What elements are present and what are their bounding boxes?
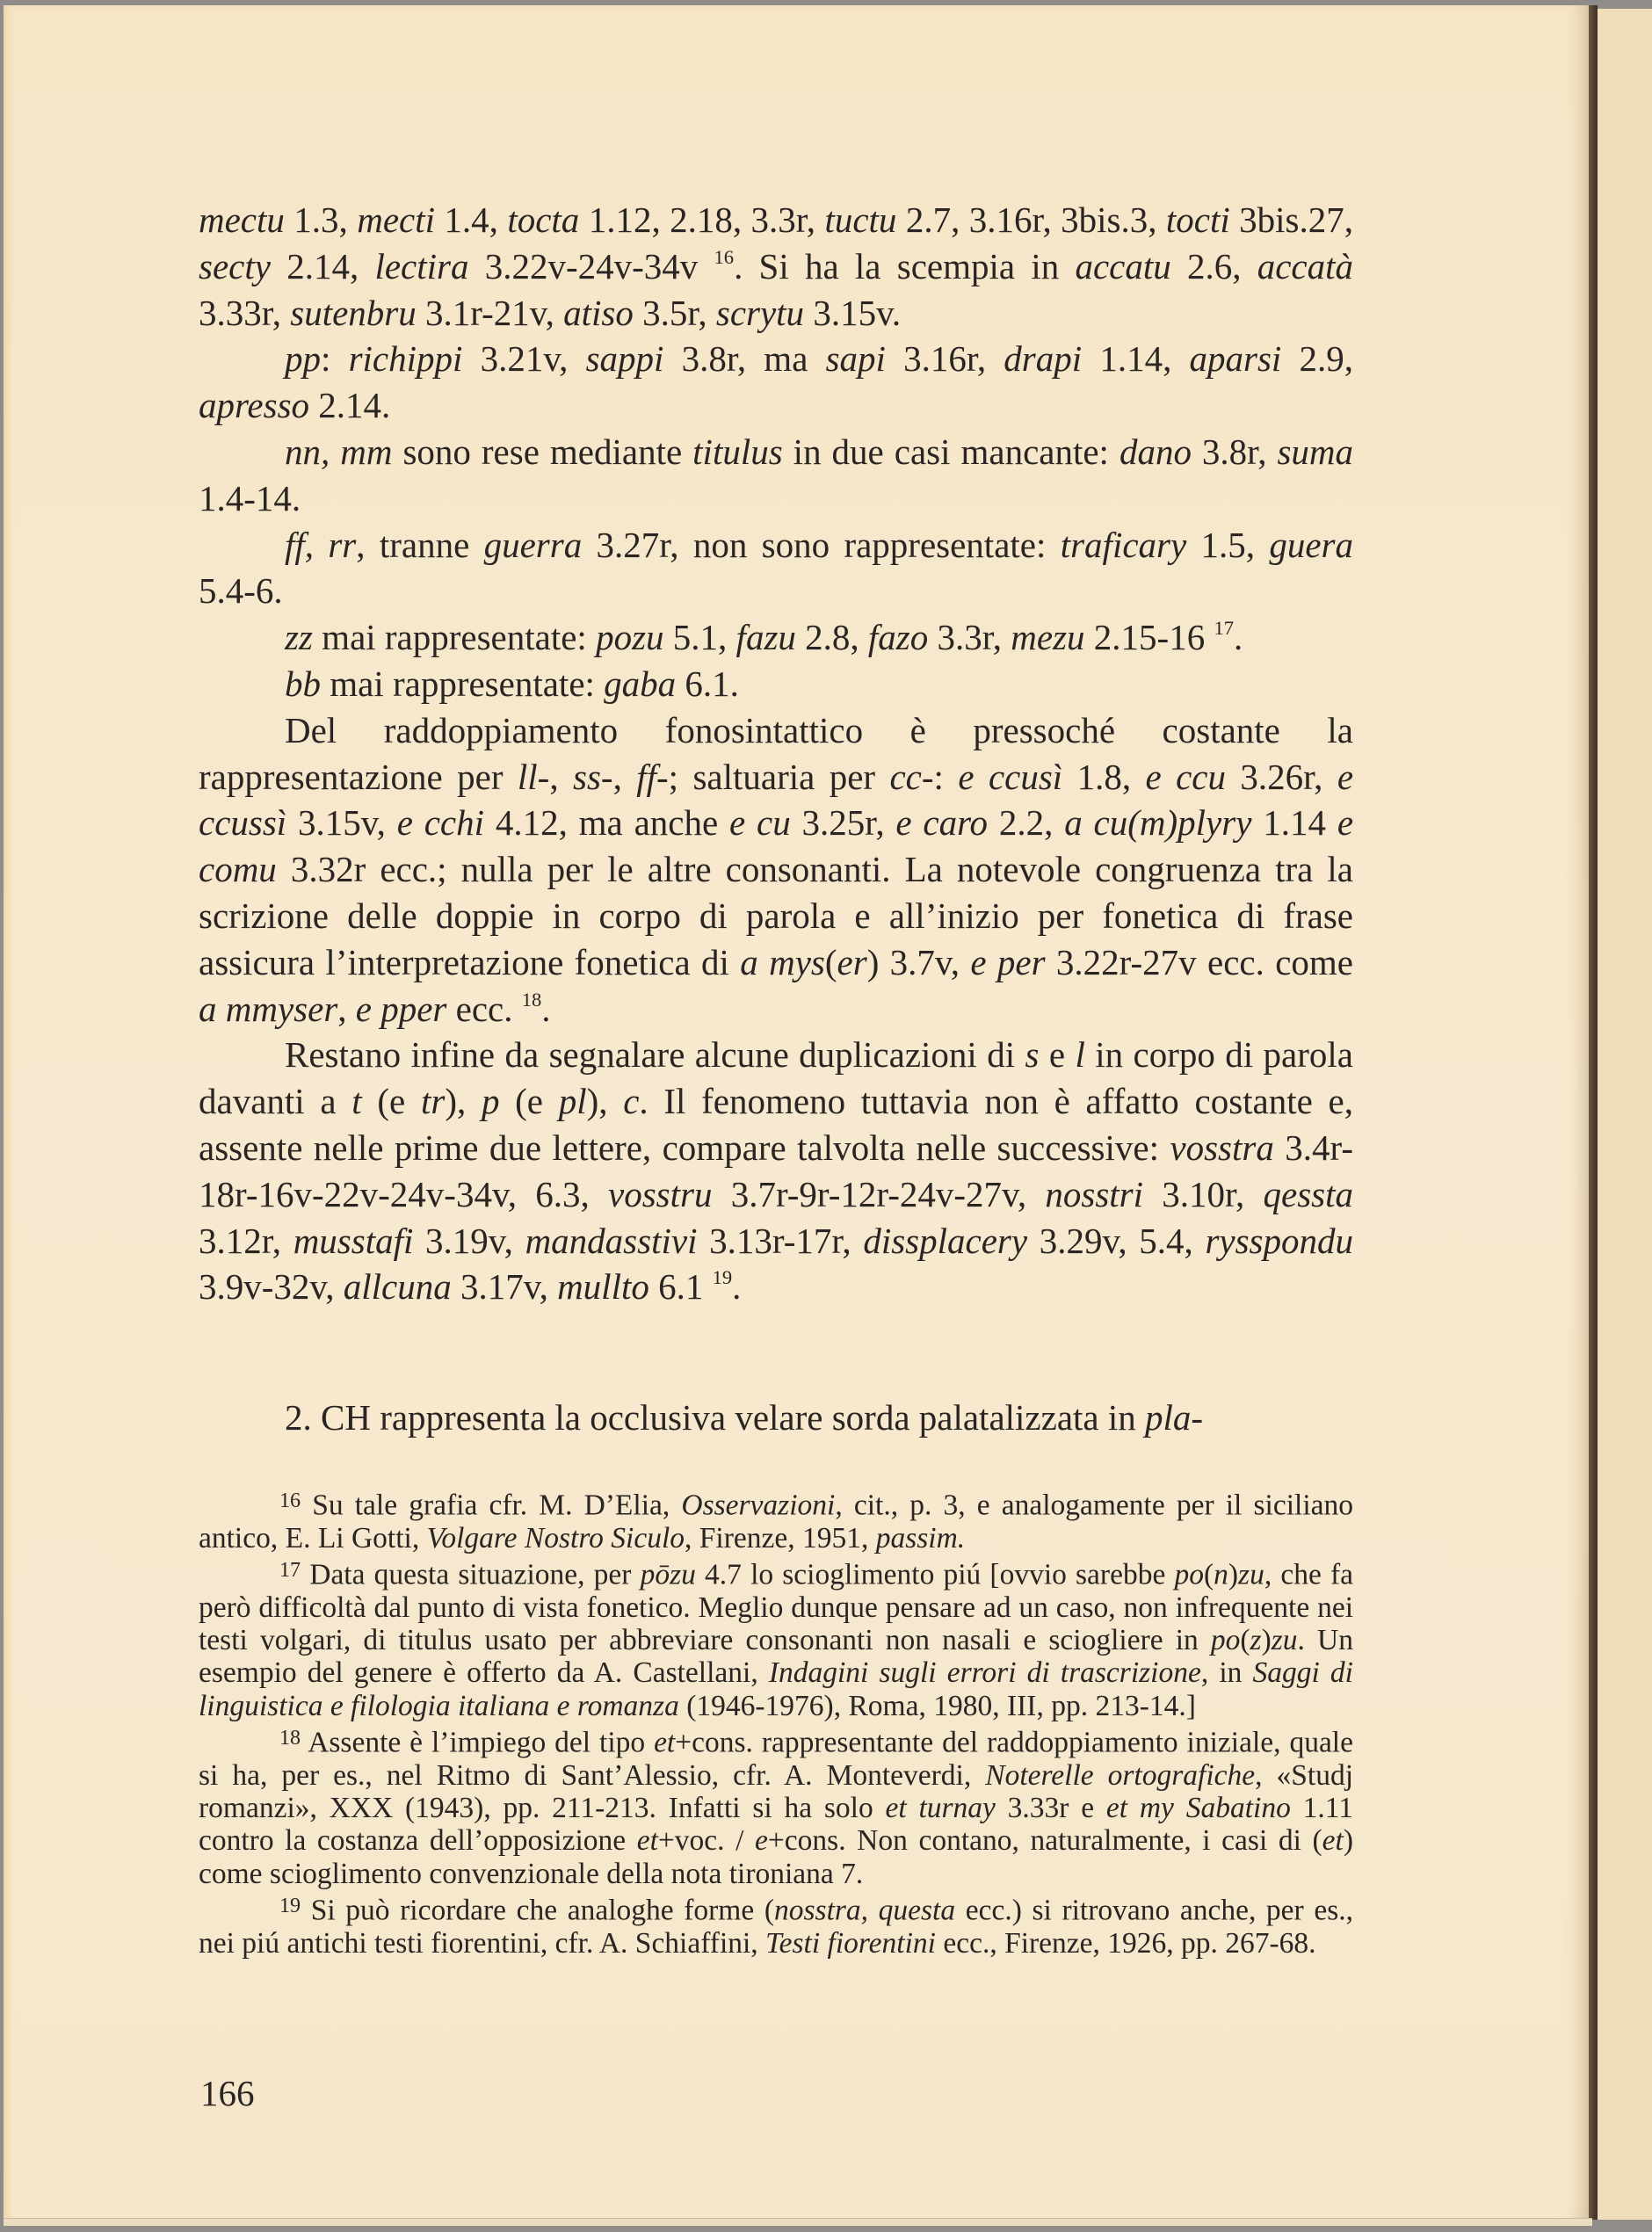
italic-term: mectu	[199, 199, 285, 240]
paragraph-nn-mm: nn, mm sono rese mediante titulus in due casi mancante: dano 3.8r, suma 1.4-14.	[199, 431, 1354, 518]
italic-term: musstafi	[293, 1220, 414, 1261]
italic-term: e comu	[199, 802, 1354, 890]
italic-term: lectira	[374, 245, 469, 286]
italic-term: et	[654, 1726, 676, 1759]
italic-term: passim.	[875, 1521, 966, 1554]
italic-term: nosstra, questa	[774, 1894, 956, 1927]
footnote-ref[interactable]: 18	[521, 988, 542, 1011]
italic-term: qessta	[1263, 1173, 1353, 1214]
paragraph-ff-rr: ff, rr, tranne guerra 3.27r, non sono rappresentate: traficary 1.5, guera 5.4-6.	[199, 524, 1353, 612]
main-text	[199, 197, 1353, 1441]
italic-term: e caro	[895, 802, 989, 844]
footnote-17: $^{17}$ Data questa situazione, per pōzu 4.7 lo scioglimento piú [ovvio sarebbe po(n)zu, che fa però difficoltà dal punto di vista fonetico. Meglio dunque pensare ad un caso, non infrequente nei testi volgari, di titulus usato per abbreviare consonanti non nasali e sciogliere in po(z)zu. Un esempio del genere è offerto da A. Castellani, Indagini sugli errori di trascrizione, in Saggi di linguistica e filologia italiana e romanza (1946-1976), Roma, 1980, III, pp. 213-14.]	[199, 1558, 1353, 1722]
italic-term: ll-	[517, 756, 550, 797]
italic-term: fazu	[735, 617, 796, 658]
italic-term: tuctu	[824, 199, 897, 240]
paragraph-pp: pp: richippi 3.21v, sappi 3.8r, ma sapi 3.16r, drapi 1.14, aparsi 2.9, apresso 2.14.	[199, 338, 1354, 426]
paragraph-zz: zz mai rappresentate: pozu 5.1, fazu 2.8, fazo 3.3r, mezu 2.15-16 $^{17}$.	[285, 617, 1243, 658]
italic-term: e ccusì	[958, 756, 1063, 797]
footnote-number: 18	[279, 1726, 301, 1750]
italic-term: secty	[199, 245, 271, 286]
italic-term: zz	[285, 617, 313, 658]
italic-term: po	[1210, 1624, 1241, 1657]
italic-term: richippi	[348, 338, 463, 380]
italic-term: et turnay	[885, 1791, 996, 1824]
italic-term: vosstru	[608, 1173, 713, 1214]
italic-term: apresso	[199, 385, 310, 426]
italic-term: Indagini sugli errori di trascrizione	[768, 1656, 1201, 1690]
italic-term: e pper	[355, 988, 447, 1029]
footnotes	[199, 1485, 1353, 1960]
italic-term: mandasstivi	[525, 1220, 698, 1261]
italic-term: traficary	[1060, 524, 1187, 565]
italic-term: p	[481, 1081, 500, 1122]
italic-term: sappi	[585, 338, 664, 380]
italic-term: drapi	[1004, 338, 1083, 380]
italic-term: mezu	[1011, 617, 1085, 658]
italic-term: pl	[558, 1081, 587, 1122]
footnote-number: 17	[279, 1559, 301, 1583]
italic-term: tocti	[1165, 199, 1230, 240]
italic-term: ss-	[572, 756, 613, 797]
footnote-ref[interactable]: 16	[714, 245, 735, 268]
italic-term: allcuna	[343, 1266, 452, 1308]
italic-term: titulus	[692, 431, 783, 472]
italic-term: tr	[420, 1081, 446, 1122]
italic-term: zu	[1271, 1624, 1298, 1657]
italic-term: t	[351, 1081, 362, 1122]
italic-term: fazo	[867, 617, 929, 658]
italic-term: suma	[1277, 431, 1354, 472]
italic-term: pōzu	[640, 1558, 696, 1591]
italic-term: po	[1174, 1558, 1204, 1591]
page-number: 166	[200, 2073, 255, 2113]
italic-term: guera	[1269, 524, 1353, 565]
italic-term: et my Sabatino	[1105, 1791, 1291, 1824]
italic-term: ff-	[636, 756, 669, 797]
book-gutter	[1589, 5, 1598, 2220]
italic-term: nn, mm	[285, 431, 393, 472]
italic-term: ff, rr	[285, 524, 357, 565]
italic-term: pla-	[1145, 1397, 1204, 1438]
italic-term: et	[1322, 1824, 1344, 1858]
footnote-16: $^{16}$ Su tale grafia cfr. M. D’Elia, Osservazioni, cit., p. 3, e analogamente per il siciliano antico, E. Li Gotti, Volgare Nostro Siculo, Firenze, 1951, passim.	[199, 1489, 1353, 1554]
italic-term: et	[636, 1824, 658, 1858]
italic-term: gaba	[604, 663, 677, 704]
paragraph-duplicazioni: Restano infine da segnalare alcune duplicazioni di s e l in corpo di parola davanti a t (e tr), p (e pl), c. Il fenomeno tuttavia non è affatto costante e, assente nelle prime due lettere, compare talvolta nelle successive: vosstra 3.4r-18r-16v-22v-24v-34v, 6.3, vosstru 3.7r-9r-12r-24v-27v, nosstri 3.10r, qessta 3.12r, musstafi 3.19v, mandasstivi 3.13r-17r, dissplacery 3.29v, 5.4, rysspondu 3.9v-32v, allcuna 3.17v, mullto 6.1 $^{19}$.	[199, 1034, 1354, 1308]
italic-term: sapi	[825, 338, 886, 380]
italic-term: a mmyser	[199, 988, 338, 1029]
italic-term: pp	[285, 338, 321, 380]
italic-term: zu	[1238, 1558, 1264, 1591]
page-bottom-edge	[4, 2218, 1592, 2226]
italic-term: accatà	[1257, 245, 1354, 286]
italic-term: sutenbru	[290, 292, 417, 333]
section-heading-ch: 2. CH rappresenta la occlusiva velare sorda palatalizzata in pla-	[285, 1397, 1204, 1438]
italic-term: bb	[285, 663, 321, 704]
italic-term: z	[1250, 1624, 1262, 1657]
italic-term: atiso	[563, 292, 634, 333]
italic-term: e cchi	[396, 802, 485, 844]
italic-term: cc-	[889, 756, 934, 797]
italic-term: Osservazioni	[681, 1489, 836, 1522]
italic-term: guerra	[483, 524, 583, 565]
italic-term: l	[1075, 1034, 1085, 1076]
italic-term: e ccu	[1145, 756, 1226, 797]
italic-term: Saggi di linguistica e filologia italiana e romanza	[199, 1656, 1353, 1722]
paragraph-bb: bb mai rappresentate: gaba 6.1.	[285, 663, 739, 704]
italic-term: Volgare Nostro Siculo	[426, 1521, 685, 1554]
italic-term: s	[1025, 1034, 1040, 1076]
footnote-19: $^{19}$ Si può ricordare che analoghe forme (nosstra, questa ecc.) si ritrovano anche, per es., nei piú antichi testi fiorentini, cfr. A. Schiaffini, Testi fiorentini ecc., Firenze, 1926, pp. 267-68.	[199, 1894, 1353, 1960]
italic-term: mecti	[357, 199, 436, 240]
italic-term: nosstri	[1045, 1173, 1144, 1214]
italic-term: e ccussì	[199, 756, 1354, 844]
italic-term: e cu	[729, 802, 791, 844]
italic-term: pozu	[596, 617, 664, 658]
italic-term: aparsi	[1189, 338, 1282, 380]
italic-term: tocta	[507, 199, 580, 240]
italic-term: a mys	[740, 941, 825, 982]
italic-term: dano	[1119, 431, 1192, 472]
italic-term: mullto	[557, 1266, 649, 1308]
italic-term: a cu(m)plyry	[1064, 802, 1252, 844]
italic-term: Noterelle ortografiche	[985, 1758, 1256, 1792]
italic-term: scrytu	[715, 292, 805, 333]
italic-term: dissplacery	[863, 1220, 1028, 1261]
footnote-18: $^{18}$ Assente è l’impiego del tipo et+cons. rappresentante del raddoppiamento iniziale, quale si ha, per es., nel Ritmo di Sant’Alessio, cfr. A. Monteverdi, Noterelle ortografiche, «Studj romanzi», XXX (1943), pp. 211-213. Infatti si ha solo et turnay 3.33r e et my Sabatino 1.11 contro la costanza dell’opposizione et+voc. / e+cons. Non contano, naturalmente, i casi di (et) come scioglimento convenzionale della nota tironiana 7.	[199, 1726, 1353, 1890]
footnote-number: 16	[279, 1489, 301, 1512]
italic-term: Testi fiorentini	[765, 1926, 936, 1960]
italic-term: er	[837, 941, 867, 982]
italic-term: accatu	[1075, 245, 1171, 286]
italic-term: n	[1214, 1558, 1228, 1591]
footnote-ref[interactable]: 17	[1214, 617, 1234, 640]
footnote-ref[interactable]: 19	[712, 1266, 733, 1289]
italic-term: e per	[970, 941, 1046, 982]
footnote-number: 19	[279, 1894, 301, 1917]
italic-term: vosstra	[1170, 1127, 1274, 1168]
paragraph-raddoppiamento: Del raddoppiamento fonosintattico è pressoché costante la rappresentazione per ll-, ss-, ff-; saltuaria per cc-: e ccusì 1.8, e ccu 3.26r, e ccussì 3.15v, e cchi 4.12, ma anche e cu 3.25r, e caro 2.2, a cu(m)plyry 1.14 e comu 3.32r ecc.; nulla per le altre consonanti. La notevole congruenza tra la scrizione delle doppie in corpo di parola e all’inizio per fonetica di frase assicura l’interpretazione fonetica di a mys(er) 3.7v, e per 3.22r-27v ecc. come a mmyser, e pper ecc. $^{18}$.	[199, 709, 1354, 1029]
paragraph-double-consonants-tt: mectu 1.3, mecti 1.4, tocta 1.12, 2.18, 3.3r, tuctu 2.7, 3.16r, 3bis.3, tocti 3bis.27, secty 2.14, lectira 3.22v-24v-34v $^{16}$. Si ha la scempia in accatu 2.6, accatà 3.33r, sutenbru 3.1r-21v, atiso 3.5r, scrytu 3.15v.	[199, 199, 1354, 333]
adjacent-page-edge	[1598, 9, 1652, 2220]
italic-term: rysspondu	[1205, 1220, 1354, 1261]
italic-term: e	[755, 1824, 768, 1858]
italic-term: c	[623, 1081, 640, 1122]
